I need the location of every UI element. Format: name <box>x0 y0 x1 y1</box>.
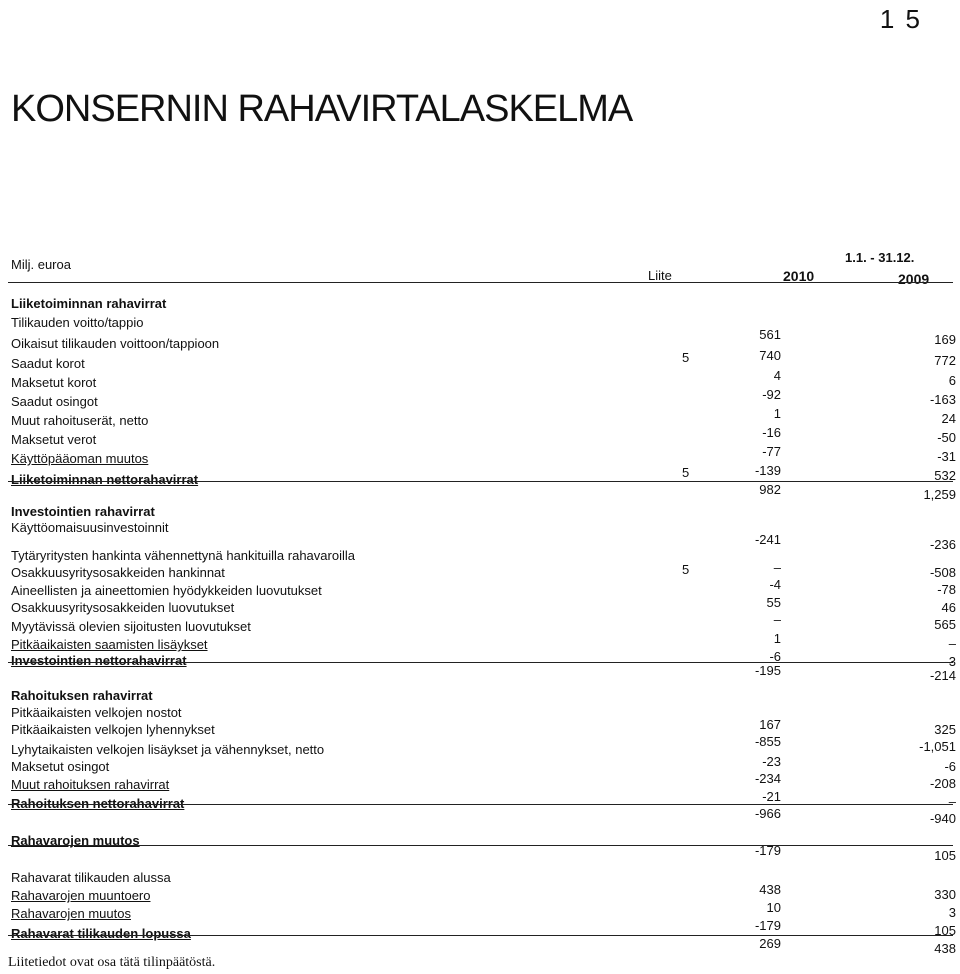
value-2009: – <box>948 794 956 809</box>
section-rule <box>8 804 953 805</box>
value-2009: -31 <box>937 449 956 464</box>
row-label: Rahavarat tilikauden alussa <box>11 870 171 885</box>
value-2010: 740 <box>759 348 781 363</box>
total-row-label: Rahavarat tilikauden lopussa <box>11 926 191 941</box>
value-2009: -3 <box>944 654 956 669</box>
value-2009: -6 <box>944 759 956 774</box>
value-2009: 532 <box>934 468 956 483</box>
note-column-header: Liite <box>648 268 672 283</box>
note-reference: 5 <box>682 465 690 480</box>
value-2010: 1 <box>773 406 781 421</box>
row-label: Muut rahoituksen rahavirrat <box>11 777 170 792</box>
page-number: 1 5 <box>879 4 922 34</box>
row-label: Pitkäaikaisten saamisten lisäykset <box>11 637 208 652</box>
row-label: Oikaisut tilikauden voittoon/tappioon <box>11 336 220 351</box>
value-2009: 330 <box>934 887 956 902</box>
value-2009: -1,051 <box>919 739 956 754</box>
row-label: Aineellisten ja aineettomien hyödykkeiden luovutukset <box>11 583 322 598</box>
section-rule <box>8 845 953 846</box>
value-2010: 269 <box>759 936 781 951</box>
value-2009: 565 <box>934 617 956 632</box>
note-reference: 5 <box>682 350 690 365</box>
section-heading: Investointien rahavirrat <box>11 504 155 519</box>
footer-note: Liitetiedot ovat osa tätä tilinpäätöstä. <box>8 955 216 970</box>
value-2009: 438 <box>934 941 956 956</box>
section-rule <box>8 935 953 936</box>
value-2010: -241 <box>754 532 781 547</box>
year-2009-header: 2009 <box>898 271 930 287</box>
row-label: Osakkuusyritysosakkeiden hankinnat <box>11 565 225 580</box>
row-label: Rahavarojen muutos <box>11 906 131 921</box>
value-2010: – <box>773 612 781 627</box>
value-2010: 10 <box>766 900 781 915</box>
value-2010: -139 <box>754 463 781 478</box>
period-header: 1.1. - 31.12. <box>845 250 915 265</box>
value-2010: -179 <box>754 843 781 858</box>
value-2010: – <box>773 560 781 575</box>
total-row-label: Rahavarojen muutos <box>11 833 140 848</box>
value-2010: -77 <box>762 444 781 459</box>
row-label: Käyttöpääoman muutos <box>11 451 149 466</box>
row-label: Muut rahoituserät, netto <box>11 413 149 428</box>
value-2010: -4 <box>769 577 781 592</box>
value-2009: 105 <box>934 848 956 863</box>
value-2009: 772 <box>934 353 956 368</box>
value-2010: 438 <box>759 882 781 897</box>
value-2009: 105 <box>934 923 956 938</box>
value-2010: -23 <box>762 754 781 769</box>
section-rule <box>8 662 953 663</box>
row-label: Pitkäaikaisten velkojen lyhennykset <box>11 722 215 737</box>
value-2009: -78 <box>937 582 956 597</box>
total-row-label: Investointien nettorahavirrat <box>11 653 187 668</box>
unit-label: Milj. euroa <box>11 257 71 272</box>
value-2010: 4 <box>773 368 781 383</box>
header-rule <box>8 282 953 283</box>
value-2009: 24 <box>941 411 956 426</box>
row-label: Tilikauden voitto/tappio <box>11 315 144 330</box>
value-2009: -214 <box>929 668 956 683</box>
value-2010: -855 <box>754 734 781 749</box>
value-2009: -236 <box>929 537 956 552</box>
total-row-label: Rahoituksen nettorahavirrat <box>11 796 185 811</box>
value-2009: -508 <box>929 565 956 580</box>
row-label: Rahavarojen muuntoero <box>11 888 151 903</box>
value-2009: 1,259 <box>923 487 956 502</box>
note-reference: 5 <box>682 562 690 577</box>
row-label: Lyhytaikaisten velkojen lisäykset ja vähennykset, netto <box>11 742 325 757</box>
value-2009: 325 <box>934 722 956 737</box>
value-2009: -163 <box>929 392 956 407</box>
value-2010: -6 <box>769 649 781 664</box>
row-label: Maksetut korot <box>11 375 97 390</box>
value-2009: 6 <box>948 373 956 388</box>
value-2009: 169 <box>934 332 956 347</box>
row-label: Saadut korot <box>11 356 85 371</box>
value-2009: -50 <box>937 430 956 445</box>
row-label: Käyttöomaisuusinvestoinnit <box>11 520 169 535</box>
value-2010: 1 <box>773 631 781 646</box>
value-2009: -208 <box>929 776 956 791</box>
row-label: Saadut osingot <box>11 394 98 409</box>
value-2010: 55 <box>766 595 781 610</box>
row-label: Maksetut osingot <box>11 759 110 774</box>
value-2009: 46 <box>941 600 956 615</box>
row-label: Myytävissä olevien sijoitusten luovutukset <box>11 619 251 634</box>
value-2009: – <box>948 636 956 651</box>
value-2010: -195 <box>754 663 781 678</box>
section-heading: Liiketoiminnan rahavirrat <box>11 296 167 311</box>
value-2010: -179 <box>754 918 781 933</box>
value-2010: -966 <box>754 806 781 821</box>
value-2010: 561 <box>759 327 781 342</box>
value-2010: -21 <box>762 789 781 804</box>
value-2010: -234 <box>754 771 781 786</box>
value-2009: -940 <box>929 811 956 826</box>
total-row-label: Liiketoiminnan nettorahavirrat <box>11 472 199 487</box>
value-2009: 3 <box>948 905 956 920</box>
section-rule <box>8 481 953 482</box>
row-label: Maksetut verot <box>11 432 97 447</box>
value-2010: -16 <box>762 425 781 440</box>
value-2010: 167 <box>759 717 781 732</box>
row-label: Osakkuusyritysosakkeiden luovutukset <box>11 600 235 615</box>
row-label: Tytäryritysten hankinta vähennettynä hankituilla rahavaroilla <box>11 548 355 563</box>
row-label: Pitkäaikaisten velkojen nostot <box>11 705 182 720</box>
page-title: KONSERNIN RAHAVIRTALASKELMA <box>11 88 633 130</box>
value-2010: -92 <box>762 387 781 402</box>
section-heading: Rahoituksen rahavirrat <box>11 688 153 703</box>
year-2010-header: 2010 <box>783 268 815 284</box>
value-2010: 982 <box>759 482 781 497</box>
